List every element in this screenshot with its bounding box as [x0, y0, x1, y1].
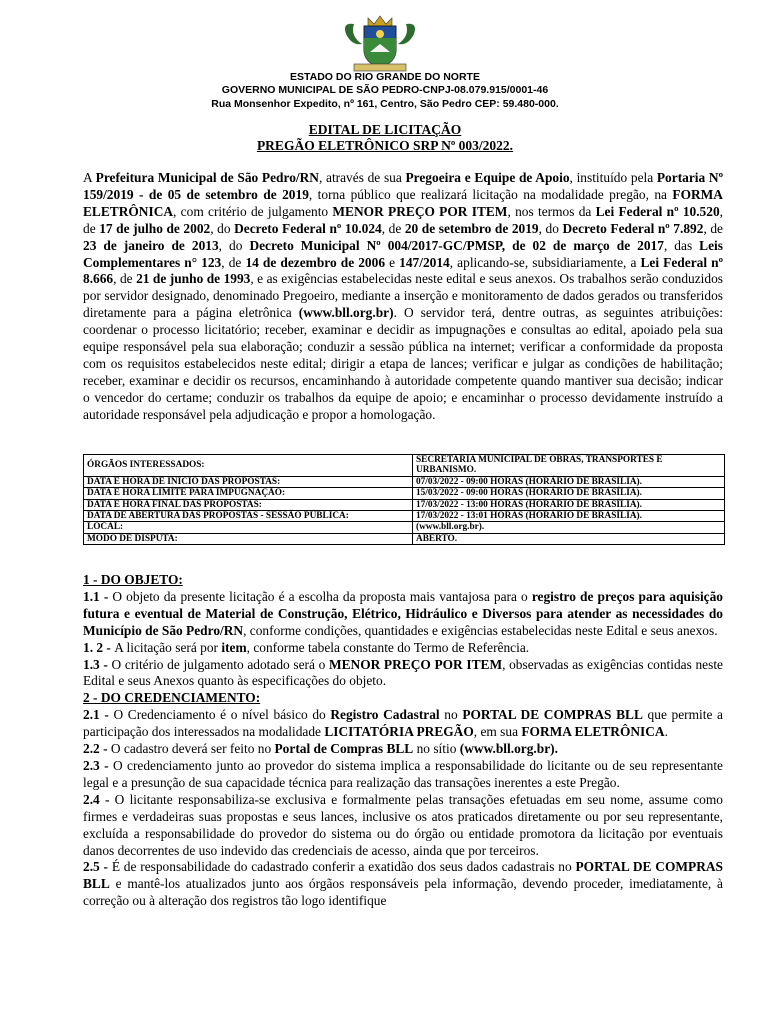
info-label: ÓRGÃOS INTERESSADOS: [84, 455, 413, 477]
header-address: Rua Monsenhor Expedito, nº 161, Centro, São Pedro CEP: 59.480-000. [211, 98, 559, 110]
bold-text-run: Portal de Compras BLL [274, 741, 414, 757]
bold-text-run: Decreto Federal nº 10.024 [234, 220, 382, 236]
info-table [83, 454, 725, 545]
info-table-row [84, 455, 725, 477]
text-run: e mantê-los atualizados junto aos órgãos responsáveis pela informação, devendo proceder, imediatamente, à correção ou à alteração dos registros tão logo identifique [83, 876, 723, 909]
section-heading: 1 - DO OBJETO: [83, 572, 183, 587]
bold-text-run: 2.2 - [83, 741, 111, 757]
text-run: , de [221, 254, 246, 270]
info-table-row [84, 533, 725, 544]
document-subtitle: PREGÃO ELETRÔNICO SRP Nº 003/2022. [256, 138, 514, 153]
bold-text-run: 1. 2 - [83, 639, 115, 655]
info-label: DATA E HORA LIMITE PARA IMPUGNAÇÃO: [84, 488, 413, 499]
text-run: A [83, 170, 96, 185]
info-table-row [84, 476, 725, 487]
info-value: 17/03/2022 - 13:00 HORAS (HORÁRIO DE BRASÍLIA). [413, 499, 725, 510]
bold-text-run: 1.1 - [83, 588, 113, 604]
text-run: A licitação será por [114, 639, 222, 655]
text-run: e [385, 254, 400, 270]
bold-text-run: PORTAL DE COMPRAS BLL [462, 707, 643, 723]
info-label: DATA E HORA FINAL DAS PROPOSTAS: [84, 499, 413, 510]
text-run: O critério de julgamento adotado será o [111, 656, 329, 672]
info-value[interactable]: (www.bll.org.br). [413, 522, 725, 533]
document-title: EDITAL DE LICITAÇÃO [308, 122, 462, 137]
text-run: , observadas as exigências contidas neste Edital e seus Anexos quanto às especificações do objeto. [83, 656, 724, 689]
text-run: . O servidor terá, dentre outras, as seguintes atribuições: coordenar o processo licitatório; receber, examinar e decidir as impugnações e consultas ao edital, apoiado pela sua equipe responsável pela sua elaboração; conduzir a sessão pública na internet; verificar a conformidade da proposta com os requisitos estabelecidos neste edital; dirigir a etapa de lances; verificar e julgar as condições de habilitação; receber, examinar e decidir os recursos, encaminhando à autoridade competente quando mantiver sua decisão; indicar o vencedor do certame; conduzir os trabalhos da equipe de apoio; e encaminhar o processo devidamente instruído a autoridade responsável pela adjudicação e propor a homologação. [83, 305, 723, 422]
info-table-row [84, 522, 725, 533]
info-table-row [84, 488, 725, 499]
text-run: . [664, 724, 668, 740]
text-run: , em sua [473, 724, 522, 740]
info-table-row [84, 511, 725, 522]
info-table-row [84, 499, 725, 510]
bold-text-run: 20 de setembro de 2019 [404, 220, 539, 236]
bold-text-run: FORMA ELETRÔNICA [83, 186, 723, 219]
info-label: DATA E HORA DE INICIO DAS PROPOSTAS: [84, 476, 413, 487]
section-heading: 2 - DO CREDENCIAMENTO: [83, 690, 261, 706]
text-run: O credenciamento junto ao provedor do sistema implica a responsabilidade do licitante ou de seu representante legal e a presunção de sua capacidade técnica para realização das transações inerentes a este Pregão. [83, 757, 723, 790]
text-run: O Credenciamento é o nível básico do [113, 707, 331, 723]
info-value: 17/03/2022 - 13:01 HORAS (HORÁRIO DE BRASÍLIA). [413, 511, 725, 522]
header-government: GOVERNO MUNICIPAL DE SÃO PEDRO-CNPJ-08.079.915/0001-46 [221, 84, 549, 96]
bold-text-run: 21 de junho de 1993 [136, 271, 251, 287]
intro-paragraph [83, 170, 723, 424]
text-run: O cadastro deverá ser feito no [110, 741, 275, 757]
bold-text-run: MENOR PREÇO POR ITEM [328, 656, 503, 672]
info-value: SECRETARIA MUNICIPAL DE OBRAS, TRANSPORTES E URBANISMO. [413, 455, 725, 477]
info-value: 07/03/2022 - 09:00 HORAS (HORÁRIO DE BRASÍLIA). [413, 476, 725, 487]
text-run: , de [113, 271, 137, 287]
bold-text-run: Prefeitura Municipal de São Pedro/RN [95, 170, 319, 185]
info-label: DATA DE ABERTURA DAS PROPOSTAS - SESSÃO PÚBLICA: [84, 511, 413, 522]
text-run: O licitante responsabiliza-se exclusiva e formalmente pelas transações efetuadas em seu nome, assume como firmes e verdadeiras suas propostas e seus lances, inclusive os atos praticados diretamente ou por seu representante, excluída a responsabilidade do provedor do sistema ou do órgão ou entidade promotora da licitação por eventuais danos decorrentes de uso indevido das credenciais de acesso, ainda que por terceiros. [83, 791, 723, 858]
section-paragraph [83, 657, 723, 691]
bold-text-run: 2.1 - [83, 707, 114, 723]
bold-text-run: PORTAL DE COMPRAS BLL [83, 859, 723, 892]
section-paragraph [83, 741, 723, 758]
sections-container [83, 572, 723, 910]
section-paragraph [83, 792, 723, 860]
intro-text [83, 170, 723, 424]
bold-text-run: item [221, 639, 247, 655]
text-run: , de [703, 220, 723, 236]
text-run: , nos termos da [507, 203, 596, 219]
text-run: , aplicando-se, subsidiariamente, a [449, 254, 641, 270]
text-run: no sítio [413, 741, 460, 757]
text-run: , de [83, 203, 723, 236]
bold-text-run: (www.bll.org.br) [298, 305, 394, 321]
bold-text-run: 17 de julho de 2002 [99, 220, 211, 236]
info-value: ABERTO. [413, 533, 725, 544]
bold-text-run: 2.4 - [83, 791, 115, 807]
section-paragraph [83, 859, 723, 910]
bold-text-run: 2.5 - [83, 859, 112, 875]
bold-text-run: Decreto Federal nº 7.892 [562, 220, 704, 236]
info-label: LOCAL: [84, 522, 413, 533]
text-run: , torna público que realizará licitação na modalidade pregão, na [308, 186, 673, 202]
section-paragraph [83, 589, 723, 640]
text-run: , do [210, 220, 235, 236]
section-paragraph [83, 707, 723, 741]
bold-text-run: 1.3 - [83, 656, 112, 672]
bold-text-run: 147/2014 [399, 254, 450, 270]
text-run: , do [538, 220, 563, 236]
bold-text-run: Lei Federal nº 10.520 [595, 203, 720, 219]
text-run: , instituído pela [569, 170, 657, 185]
text-run: , conforme tabela constante do Termo de Referência. [246, 639, 530, 655]
bold-text-run: Portaria Nº 159/2019 - de 05 de setembro de 2019 [83, 170, 723, 202]
bold-text-run: 23 de janeiro de 2013 [83, 237, 219, 253]
bold-text-run: LICITATÓRIA PREGÃO [324, 724, 474, 740]
text-run: , e as exigências estabelecidas neste edital e seus anexos. Os trabalhos serão conduzidos por servidor designado, denominado Pregoeiro, mediante a inserção e monitoramento de dados gerados ou transferidos diretamente para a página eletrônica [83, 271, 723, 321]
bold-text-run: MENOR PREÇO POR ITEM [332, 203, 508, 219]
info-value: 15/03/2022 - 09:00 HORAS (HORÁRIO DE BRASÍLIA). [413, 488, 725, 499]
text-run: , de [381, 220, 405, 236]
bold-text-run: 14 de dezembro de 2006 [245, 254, 386, 270]
bold-text-run: Lei Federal nº 8.666 [83, 254, 724, 287]
bold-text-run: FORMA ELETRÔNICA [521, 724, 665, 740]
header-state: ESTADO DO RIO GRANDE DO NORTE [290, 71, 480, 83]
section-paragraph [83, 758, 723, 792]
bold-text-run: Pregoeira e Equipe de Apoio [405, 170, 570, 185]
section-paragraph [83, 640, 723, 657]
bold-text-run: Leis Complementares n° 123 [83, 237, 723, 270]
text-run: , do [218, 237, 250, 253]
bold-text-run: Registro Cadastral [330, 707, 440, 723]
bold-text-run: registro de preços para aquisição futura e eventual de Material de Construção, Elétrico, Hidráulico e Diversos para atender as necessidades do Município de São Pedro/RN [83, 588, 723, 638]
text-run: O objeto da presente licitação é a escolha da proposta mais vantajosa para o [112, 588, 532, 604]
text-run: , através de sua [318, 170, 406, 185]
text-run: no [439, 707, 463, 723]
text-run: É de responsabilidade do cadastrado conferir a exatidão dos seus dados cadastrais no [111, 859, 576, 875]
bold-text-run: Decreto Municipal Nº 004/2017-GC/PMSP, de 02 de março de 2017 [249, 237, 664, 253]
text-run: , com critério de julgamento [173, 203, 333, 219]
bold-text-run: 2.3 - [83, 757, 113, 773]
info-label: MODO DE DISPUTA: [84, 533, 413, 544]
municipal-coat-of-arms-icon [340, 14, 420, 74]
text-run: , das [663, 237, 700, 253]
text-run: , conforme condições, quantidades e exigências estabelecidas neste Edital e seus anexos. [243, 622, 718, 638]
text-run: que permite a participação dos interessados na modalidade [83, 707, 724, 740]
bold-text-run: (www.bll.org.br). [459, 741, 558, 757]
